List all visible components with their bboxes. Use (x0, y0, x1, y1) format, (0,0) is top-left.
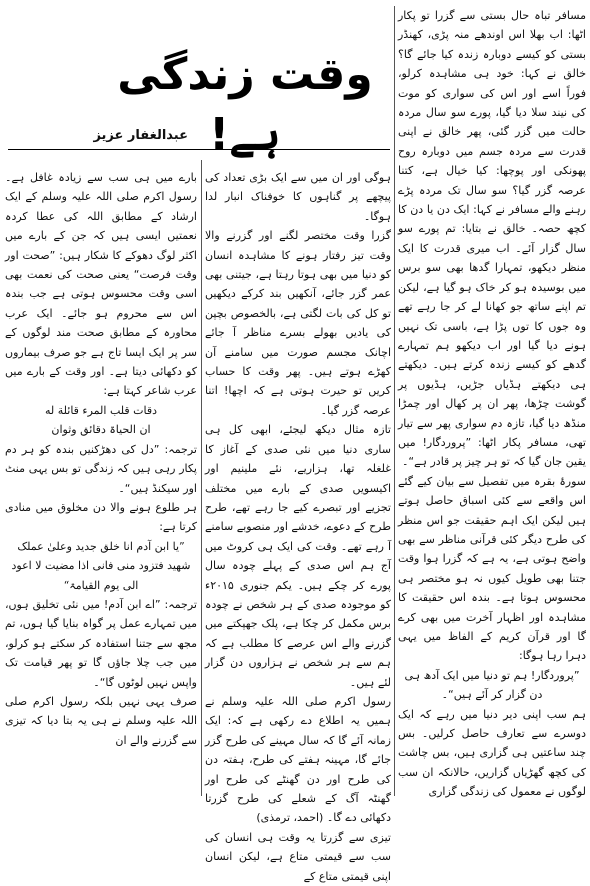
paragraph: تازہ مثال دیکھ لیجئے، ابھی کل ہی ساری دنیا میں نئی صدی کے آغاز کا غلغلہ تھا، ہزاریے، نئے ملینیم اور اکیسویں صدی کے بارے میں مختلف تجزیے اور تبصرے کیے جا رہے تھے، طرح طرح کے دعوے، خدشے اور منصوبے سامنے آ رہے تھے۔ وقت کی ایک ہی کروٹ میں آج ہم اس صدی کے پہلے چودہ سال پورے کر چکے ہیں۔ یکم جنوری ۲۰۱۵ء کو موجودہ صدی کے ہر شخص نے چودہ برس مکمل کر چکا ہے، پلک جھپکتے میں گزرنے والے اس عرصے کا مطلب ہے کہ ہم سے ہر شخص نے ہزاروں دن گزار لئے ہیں۔ (205, 423, 391, 689)
arabic-verse: دقات قلب المرء قائلة له (44, 403, 158, 417)
column-right (398, 6, 586, 799)
column-left (5, 168, 197, 796)
column-divider (201, 160, 202, 796)
quote: ”پروردگار! ہم تو دنیا میں ایک آدھ ہی دن گزار کر آئے ہیں“۔ (404, 668, 580, 702)
paragraph: مسافر تباہ حال بستی سے گزرا تو پکار اٹھا: اب بھلا اس اوندھے منہ پڑی، کھنڈر بستی کو کیسے دوبارہ زندہ کیا جائے گا؟ خالق نے کہا: خود ہی مشاہدہ کرلو، فوراً اسے اور اس کی سواری کو موت کی نیند سلا دیا گیا، پورے سو سال مردہ حالت میں گزر گئی، پھر خالق نے اپنی قدرت سے مردہ جسم میں دوبارہ روح پھونکی اور پوچھا: کیا خیال ہے، کتنا عرصہ گزر گیا؟ سو سال تک مردہ پڑے رہنے والے مسافر نے کہا: ایک دن یا دن کا کچھ حصہ۔ خالق نے بتایا: تم پورے سو سال گزار آئے۔ اب میری قدرت کا ایک منظر دیکھو، تمہارا گدھا بھی سو برس میں بوسیدہ ہو کر خاک ہو گیا ہے، لیکن تم اپنے ساتھ جو کھانا لے کر جا رہے تھے وہ جوں کا توں پڑا ہے، باسی تک نہیں ہونے دیا گیا اور اب دیکھو ہم تمہارے گدھے کو کیسے زندہ کرتے ہیں۔ دیکھتے ہی دیکھتے ہڈیاں جڑیں، ہڈیوں پر گوشت چڑھا، پھر ان پر کھال اور چمڑا منڈھ دیا گیا، تازہ دم سواری پھر سے تیار تھی، مسافر پکار اٹھا: ”پروردگار! میں یقین جان گیا کہ تو ہر چیز پر قادر ہے“۔ (398, 9, 586, 469)
paragraph: صرف یہی نہیں بلکہ رسول اکرم صلی اللہ علیہ وسلم نے ہی یہ بتا دیا کہ تیزی سے گزرنے والے ان (5, 694, 197, 747)
arabic-verse: ان الحیاۃ دقائق وثوان (51, 423, 151, 437)
paragraph: رسول اکرم صلی اللہ علیہ وسلم نے ہمیں یہ اطلاع دے رکھی ہے کہ: ایک زمانہ آئے گا کہ سال مہینے کی طرح گزر جائے گا، مہینہ ہفتے کی طرح، ہفتہ دن کی طرح اور دن گھنٹے کی طرح اور گھنٹہ آگ کے شعلے کی طرح گزرتا دکھائی دے گا۔ (احمد، ترمذی) (205, 694, 391, 825)
paragraph: بارے میں ہی سب سے زیادہ غافل ہے۔ رسول اکرم صلی اللہ علیہ وسلم کے ایک ارشاد کے مطابق اللہ کی عطا کردہ نعمتیں ایسی ہیں کہ جن کے بارے میں اکثر لوگ دھوکے کا شکار ہیں: ”صحت اور وقت فرصت“ یعنی صحت کی نعمت بھی اسی وقت محسوس ہوتی ہے جب بندہ اس سے محروم ہو جائے۔ ایک عرب محاورہ کے مطابق صحت مند لوگوں کے سر پر ایک ایسا تاج ہے جو صرف بیماروں کو دکھائی دیتا ہے۔ اور وقت کے بارے میں عرب شاعر کہتا ہے: (5, 171, 197, 398)
byline: عبدالغفار عزیز (93, 128, 188, 143)
headline: وقت زندگی ہے! (117, 49, 373, 160)
column-divider (394, 6, 395, 796)
paragraph: تیزی سے گزرتا یہ وقت ہی انسان کی سب سے قیمتی متاع ہے، لیکن انسان اپنی قیمتی متاع کے (205, 830, 391, 883)
arabic-quote: ”یا ابن آدم انا خلق جدید وعلیٰ عملک شھید فتزود منی فانی اذا مضیت لا اعود الی یوم القیامۃ“ (11, 539, 191, 592)
column-middle (205, 168, 391, 883)
translation: ترجمہ: ”دل کی دھڑکنیں بندہ کو ہر دم پکار رہی ہیں کہ زندگی تو بس یہی منٹ اور سیکنڈ ہیں“۔ (5, 442, 197, 495)
translation: ترجمہ: ”اے ابن آدم! میں نئی تخلیق ہوں، میں تمہارے عمل پر گواہ بنایا گیا ہوں، تم مجھ سے جتنا استفادہ کر سکتے ہو کرلو، میں جب چلا جاؤں گا تو پھر قیامت تک واپس نہیں لوٹوں گا“۔ (5, 597, 197, 689)
paragraph: ہر طلوع ہونے والا دن مخلوق میں منادی کرتا ہے: (5, 500, 197, 534)
paragraph: گزرا وقت مختصر لگنے اور گزرنے والا وقت تیز رفتار ہونے کا مشاہدہ انسان کو دنیا میں بھی ہوتا رہتا ہے، جیتنی بھی عمر گزر جائے، آنکھیں بند کرکے دیکھیں تو کل کی بات لگتی ہے، بالخصوص بچپن کی یادیں بھولے بسرے مناظر آ جائے اچانک مجسم صورت میں سامنے آن کھڑے ہوتے ہیں۔ پھر وقت کا حساب کریں تو حیرت ہوتی ہے کہ اچھا! اتنا عرصہ گزر گیا۔ (205, 229, 391, 417)
paragraph: سورۂ بقرہ میں تفصیل سے بیان کیے گئے اس واقعے سے کئی اسباق حاصل ہوتے ہیں لیکن ایک اہم حقیقت جو اس منظر کی طرح دیگر کئی قرآنی مناظر سے بھی واضح ہوتی ہے، یہ ہے کہ گزرا ہوا وقت جتنا بھی طویل کیوں نہ ہو مختصر ہی محسوس ہوتا ہے۔ بندہ اس حقیقت کا مشاہدہ اور اظہار آخرت میں بھی کرے گا اور قرآن کریم کے الفاظ میں یہی دہرا رہا ہوگا: (398, 474, 586, 663)
byline-rule (8, 149, 390, 150)
paragraph: ہم سب اپنی دیر دنیا میں رہے کہ ایک دوسرے سے تعارف حاصل کرلیں۔ بس چند ساعتیں ہی گزاری ہیں، بس چاشت کی کچھ گھڑیاں گزاریں، حالانکہ ان سب لوگوں نے معمول کی زندگی گزاری (398, 707, 586, 799)
paragraph: ہوگی اور ان میں سے ایک بڑی تعداد کی پیچھے پر گناہوں کا خوفناک انبار لدا ہوگا۔ (205, 171, 391, 223)
